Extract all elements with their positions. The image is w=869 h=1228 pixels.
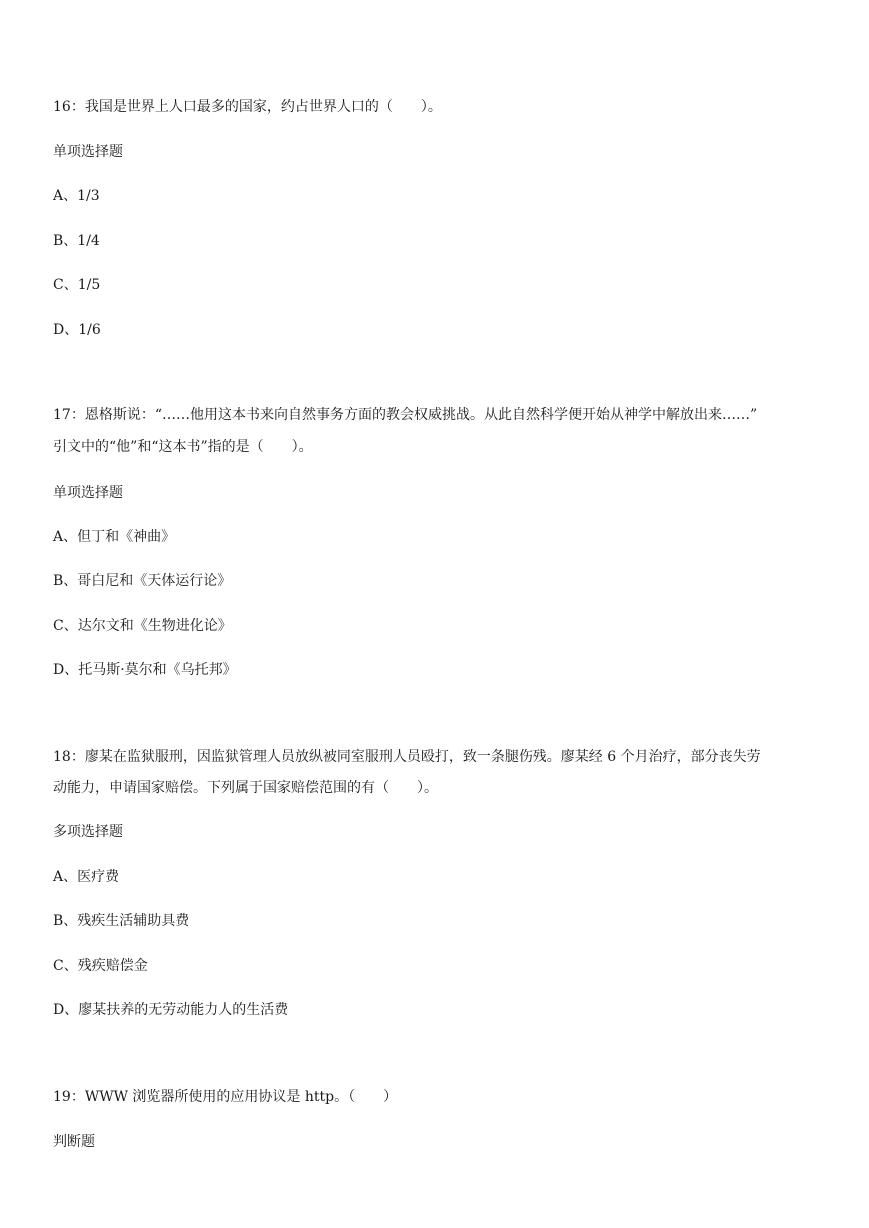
- question-18-stem-line-1: 18：廖某在监狱服刑，因监狱管理人员放纵被同室服刑人员殴打，致一条腿伤残。廖某经 6 个月治疗，部分丧失劳: [53, 749, 761, 765]
- question-16-option-c: C、1/5: [53, 277, 101, 293]
- question-18-option-b: B、残疾生活辅助具费: [53, 913, 190, 929]
- question-16-option-d: D、1/6: [53, 322, 101, 338]
- question-16-option-b: B、1/4: [53, 233, 100, 249]
- question-18-option-d: D、廖某扶养的无劳动能力人的生活费: [53, 1002, 289, 1018]
- question-18-stem-line-2: 动能力，申请国家赔偿。下列属于国家赔偿范围的有（ ）。: [53, 780, 438, 796]
- question-17-stem-line-2: 引文中的“他”和“这本书”指的是（ ）。: [53, 439, 313, 455]
- question-16-stem: 16：我国是世界上人口最多的国家，约占世界人口的（ ）。: [53, 99, 442, 115]
- question-19-type: 判断题: [53, 1134, 95, 1150]
- question-16-option-a: A、1/3: [53, 188, 100, 204]
- question-17-option-a: A、但丁和《神曲》: [53, 529, 176, 545]
- question-16-type: 单项选择题: [53, 144, 123, 160]
- question-18-option-a: A、医疗费: [53, 869, 120, 885]
- question-19-stem: 19：WWW 浏览器所使用的应用协议是 http。（ ）: [53, 1089, 398, 1105]
- question-17-type: 单项选择题: [53, 485, 123, 501]
- question-18-type: 多项选择题: [53, 824, 123, 840]
- question-17-stem-line-1: 17：恩格斯说：“……他用这本书来向自然事务方面的教会权威挑战。从此自然科学便开始从神学中解放出来……”: [53, 407, 758, 423]
- question-17-option-c: C、达尔文和《生物进化论》: [53, 618, 232, 634]
- question-17-option-b: B、哥白尼和《天体运行论》: [53, 573, 232, 589]
- question-18-option-c: C、残疾赔偿金: [53, 958, 148, 974]
- question-17-option-d: D、托马斯·莫尔和《乌托邦》: [53, 662, 237, 678]
